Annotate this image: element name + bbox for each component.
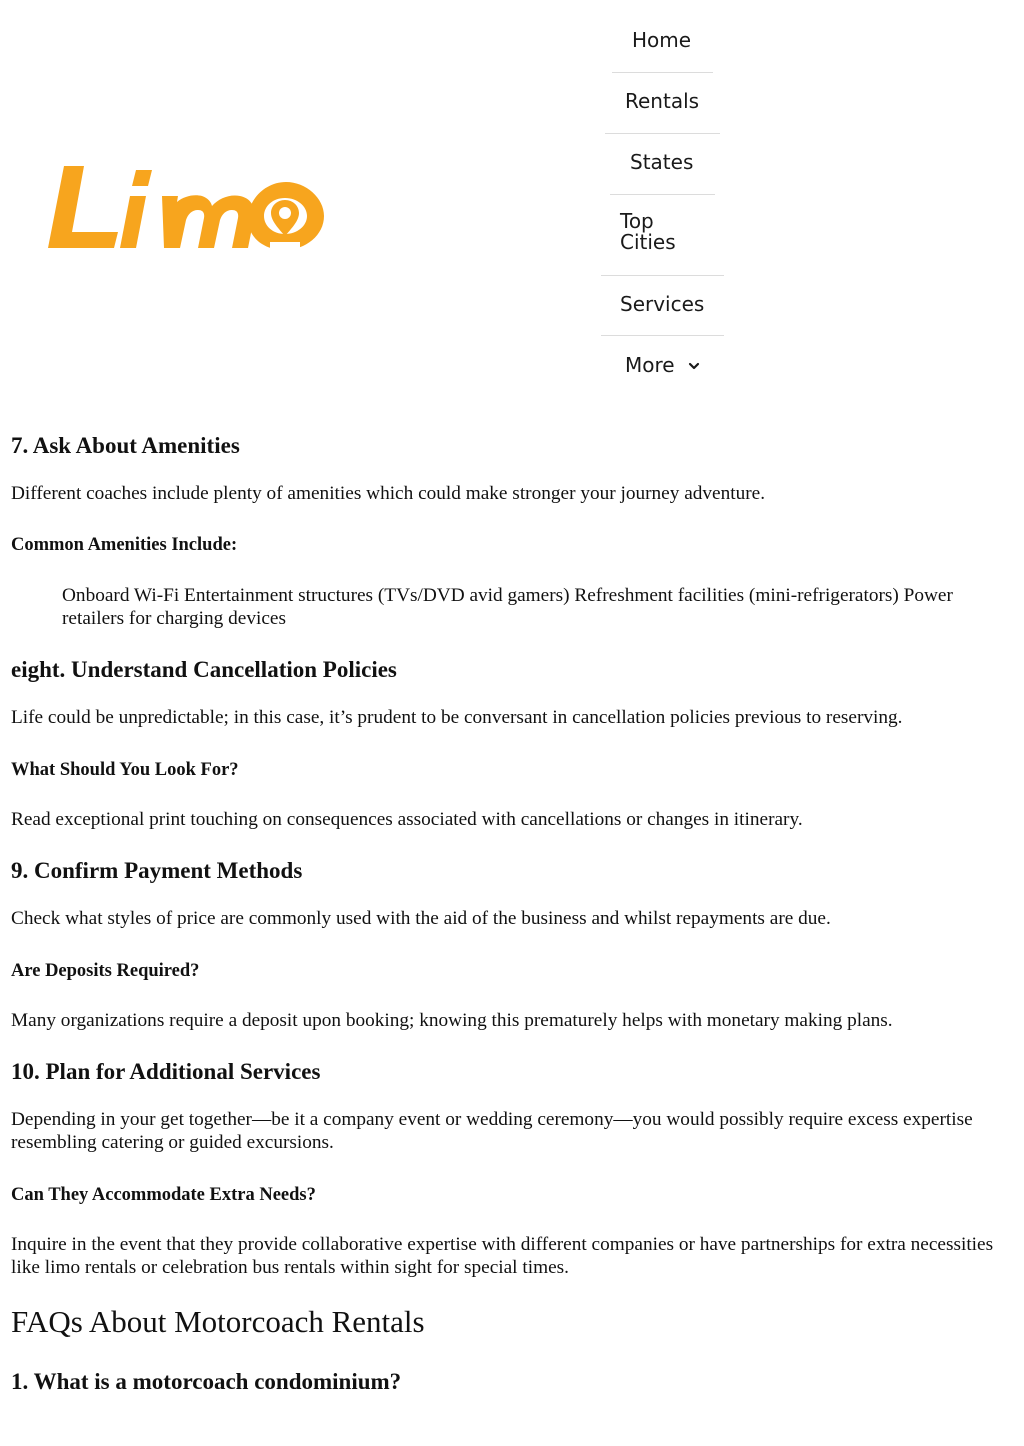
subheading-common-amenities: Common Amenities Include: [11,535,238,555]
list-item: Refreshment facilities (mini-refrigerators) [574,585,904,606]
list-item: Power retailers for charging devices [62,585,953,629]
limo-logo[interactable] [44,158,326,252]
paragraph: Different coaches include plenty of amenities which could make stronger your journey adventure. [11,483,766,504]
nav-item-services[interactable] [600,292,726,322]
amenities-list [62,584,992,630]
nav-label-cities: Cities [620,230,676,254]
list-item: Entertainment structures (TVs/DVD avid gamers) [184,585,575,606]
nav-divider [612,72,713,73]
nav-label-home: Home [632,28,692,52]
nav-item-top-cities[interactable] [600,211,726,261]
nav-label-top: Top [620,209,654,233]
nav-item-home[interactable] [600,28,726,58]
paragraph: Many organizations require a deposit upon booking; knowing this prematurely helps with monetary making plans. [11,1010,893,1031]
chevron-down-icon [688,360,700,372]
subheading-deposits: Are Deposits Required? [11,961,200,981]
list-item: Onboard Wi-Fi [62,585,185,606]
paragraph: Depending in your get together—be it a company event or wedding ceremony—you would possibly require excess expertise resembling catering or guided excursions. [11,1109,973,1153]
paragraph: Read exceptional print touching on consequences associated with cancellations or changes in itinerary. [11,809,803,830]
paragraph: Check what styles of price are commonly used with the aid of the business and whilst repayments are due. [11,908,831,929]
section-heading-cancellation: eight. Understand Cancellation Policies [11,657,397,682]
section-heading-additional-services: 10. Plan for Additional Services [11,1059,321,1084]
nav-divider [610,194,715,195]
nav-item-rentals[interactable] [600,89,726,119]
nav-label-services: Services [620,292,705,316]
nav-divider [605,133,720,134]
paragraph: Life could be unpredictable; in this case, it’s prudent to be conversant in cancellation policies previous to reserving. [11,707,903,728]
faq-heading: FAQs About Motorcoach Rentals [11,1304,425,1339]
faq-question-1: 1. What is a motorcoach condominium? [11,1369,402,1394]
subheading-extra-needs: Can They Accommodate Extra Needs? [11,1185,316,1205]
nav-divider [601,275,724,276]
nav-divider [601,335,724,336]
nav-item-states[interactable] [600,150,726,180]
subheading-look-for: What Should You Look For? [11,760,239,780]
section-heading-amenities: 7. Ask About Amenities [11,433,240,458]
nav-label-more: More [625,353,675,377]
section-heading-payment: 9. Confirm Payment Methods [11,858,303,883]
nav-label-states: States [630,150,694,174]
nav-label-rentals: Rentals [625,89,700,113]
nav-item-more[interactable] [600,353,726,383]
paragraph: Inquire in the event that they provide collaborative expertise with different companies or have partnerships for extra necessities like limo rentals or celebration bus rentals within sight for special times. [11,1234,994,1278]
